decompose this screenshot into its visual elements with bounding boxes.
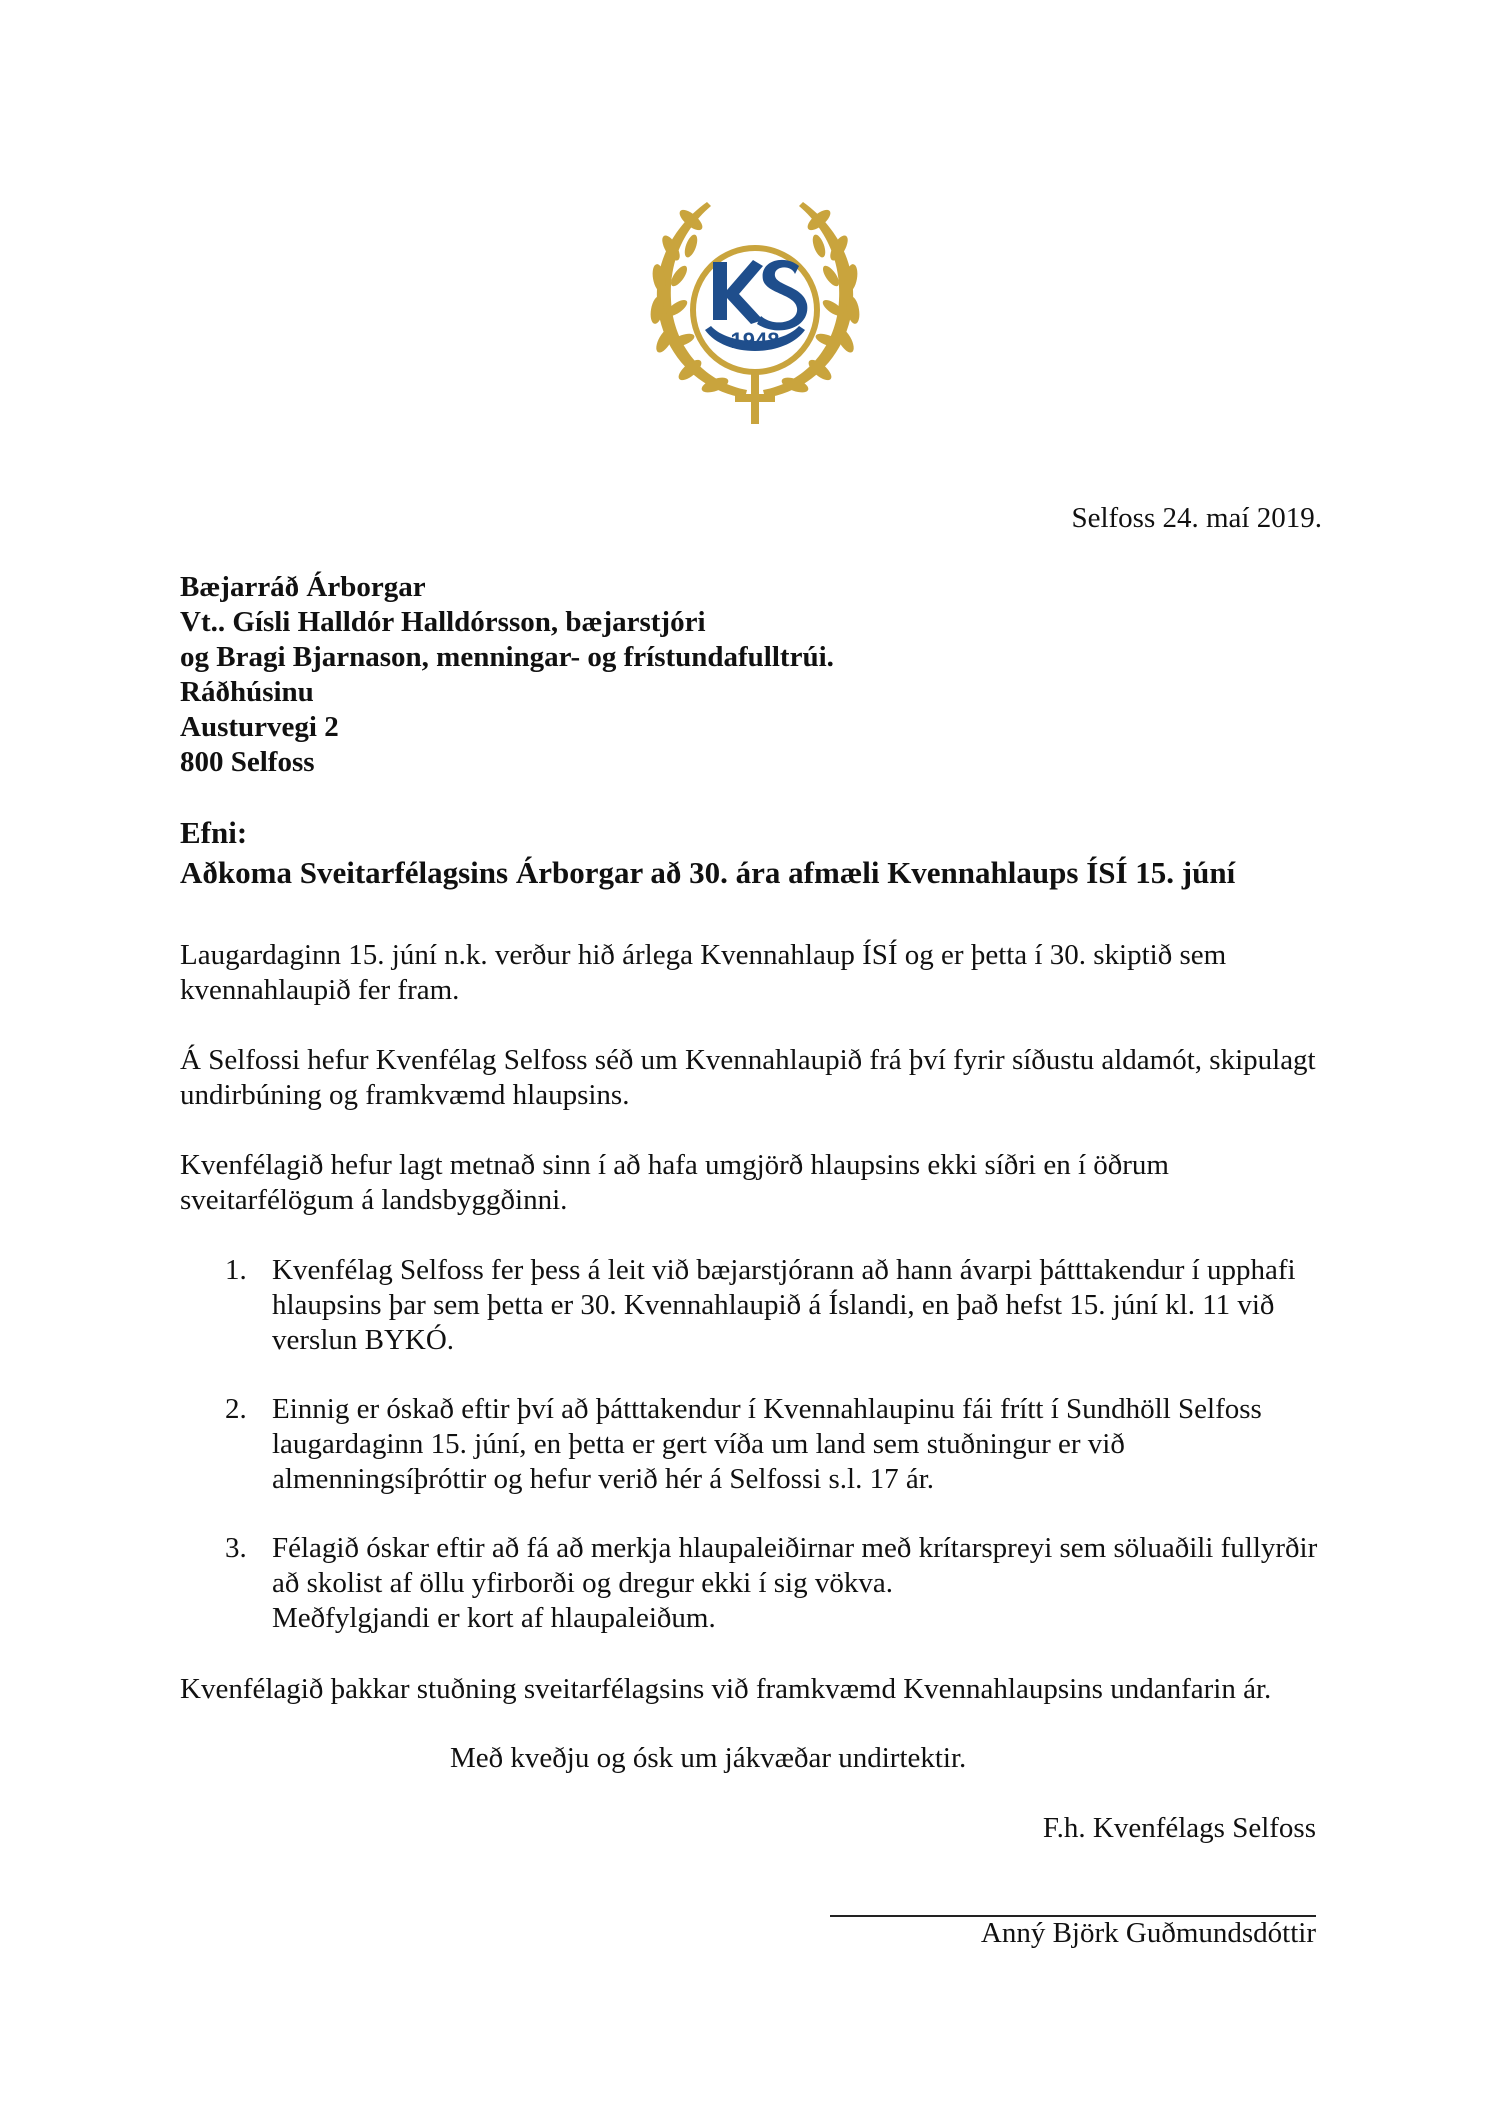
list-text: Einnig er óskað eftir því að þátttakendur í Kvennahlaupinu fái frítt í Sundhöll Selfoss laugardaginn 15. júní, en þetta er gert víða um land sem stuðningur er við almenningsíþróttir og hefur verið hér á Selfossi s.l. 17 ár. <box>272 1393 1262 1495</box>
logo-year: 1948 <box>730 328 780 353</box>
list-text: Félagið óskar eftir að fá að merkja hlaupaleiðirnar með krítarspreyi sem söluaðili fullyrðir að skolist af öllu yfirborði og dregur ekki í sig vökva. <box>272 1532 1318 1599</box>
list-item <box>180 1253 1340 1358</box>
address-line: Bæjarráð Árborgar <box>180 571 426 603</box>
closing-line: Með kveðju og ósk um jákvæðar undirtektir. <box>450 1742 967 1774</box>
list-item <box>180 1531 1340 1636</box>
list-text: Kvenfélag Selfoss fer þess á leit við bæjarstjórann að hann ávarpi þátttakendur í upphafi hlaupsins þar sem þetta er 30. Kvennahlaupið á Íslandi, en það hefst 15. júní kl. 11 við verslun BYKÓ. <box>272 1254 1296 1356</box>
body-paragraph: Á Selfossi hefur Kvenfélag Selfoss séð um Kvennahlaupið frá því fyrir síðustu aldamót, skipulagt undirbúning og framkvæmd hlaupsins. <box>180 1044 1316 1111</box>
organization-logo <box>635 190 875 435</box>
address-line: 800 Selfoss <box>180 746 315 778</box>
list-number: 3. <box>225 1532 247 1564</box>
list-number: 1. <box>225 1254 247 1286</box>
thanks-paragraph: Kvenfélagið þakkar stuðning sveitarfélagsins við framkvæmd Kvennahlaupsins undanfarin ár. <box>180 1673 1272 1705</box>
signature-org: F.h. Kvenfélags Selfoss <box>1042 1812 1316 1844</box>
list-item <box>180 1392 1340 1497</box>
body-paragraph: Laugardaginn 15. júní n.k. verður hið árlega Kvennahlaup ÍSÍ og er þetta í 30. skiptið sem kvennahlaupið fer fram. <box>180 939 1227 1006</box>
subject-label: Efni: <box>180 815 248 850</box>
list-number: 2. <box>225 1393 247 1425</box>
address-line: Ráðhúsinu <box>180 676 314 708</box>
subject-line: Aðkoma Sveitarfélagsins Árborgar að 30. ára afmæli Kvennahlaups ÍSÍ 15. júní <box>180 855 1236 890</box>
address-line: Vt.. Gísli Halldór Halldórsson, bæjarstjóri <box>180 606 706 638</box>
address-line: Austurvegi 2 <box>180 711 339 743</box>
letter-date: Selfoss 24. maí 2019. <box>1071 502 1322 534</box>
list-extra-text: Meðfylgjandi er kort af hlaupaleiðum. <box>272 1602 716 1634</box>
recipient-address <box>180 570 834 780</box>
body-paragraph: Kvenfélagið hefur lagt metnað sinn í að hafa umgjörð hlaupsins ekki síðri en í öðrum sveitarfélögum á landsbyggðinni. <box>180 1149 1169 1216</box>
laurel-emblem-icon <box>635 190 875 435</box>
signature-name: Anný Björk Guðmundsdóttir <box>980 1917 1316 1949</box>
address-line: og Bragi Bjarnason, menningar- og frístundafulltrúi. <box>180 641 834 673</box>
